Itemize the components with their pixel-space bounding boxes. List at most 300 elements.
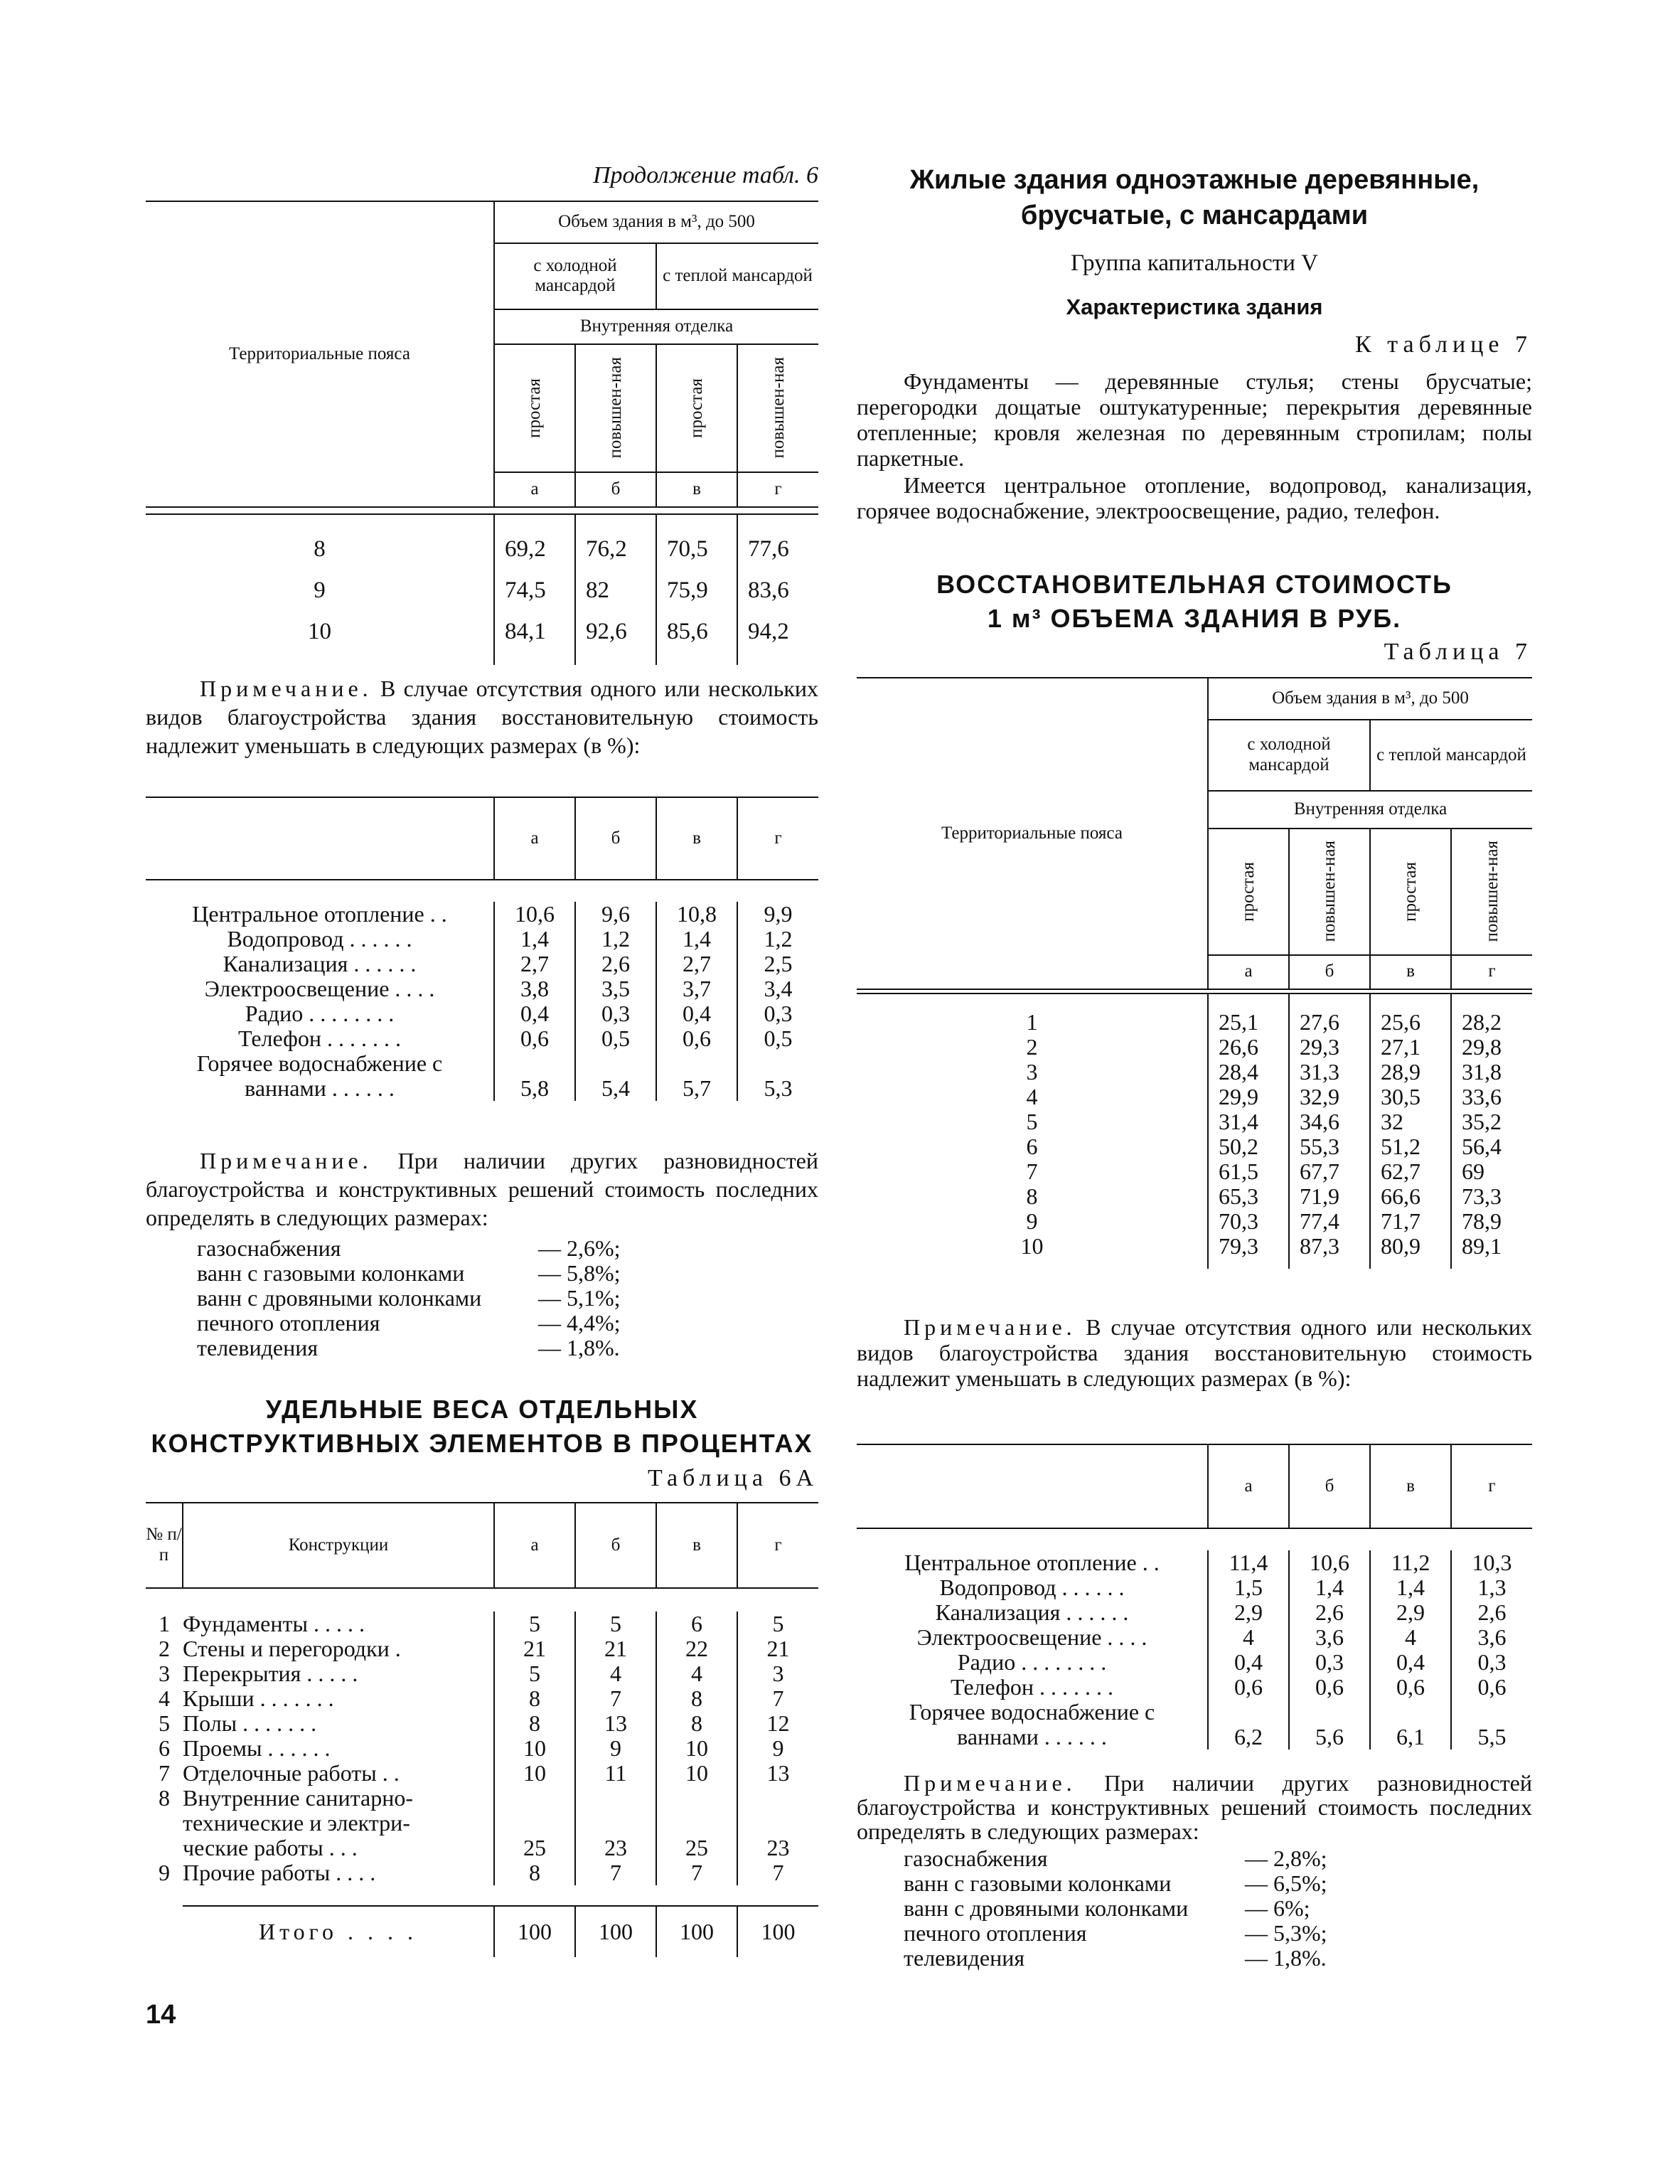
no-header: № п/п	[146, 1503, 183, 1588]
note-additions	[146, 1146, 818, 1232]
note-reduction	[146, 674, 818, 760]
table-row	[146, 976, 818, 1001]
value-cell: 2,6	[575, 952, 656, 976]
col-letter: в	[656, 472, 737, 507]
note-label: Примечание.	[904, 1770, 1076, 1796]
list-item	[197, 1336, 595, 1360]
improved-header: повышен-ная	[1482, 841, 1502, 942]
value-cell: 8	[656, 1686, 737, 1711]
territorial-zones-header: Территориальные пояса	[941, 823, 1123, 843]
value-cell: 8	[656, 1711, 737, 1736]
construction-name: Прочие работы . . . .	[183, 1860, 376, 1885]
col-letter: г	[737, 472, 818, 507]
value-cell: 0,3	[1289, 1650, 1370, 1675]
value-cell	[575, 1051, 656, 1076]
value-cell	[1208, 1700, 1289, 1725]
value-cell: 13	[575, 1711, 656, 1736]
addition-name: ванн с дровяными колонками	[904, 1895, 1189, 1921]
value-cell: 92,6	[575, 611, 656, 652]
additions-list	[904, 1845, 1327, 1971]
value-cell: 31,8	[1451, 1060, 1532, 1085]
value-cell	[494, 1811, 575, 1836]
col-letter: г	[737, 797, 818, 880]
cold-attic-header: с холодной мансардой	[1208, 720, 1370, 792]
value-cell: 69	[1451, 1159, 1532, 1184]
improved-header: повышен-ная	[768, 357, 788, 459]
value-cell: 5,8	[494, 1076, 575, 1101]
value-cell: 6,2	[1208, 1725, 1289, 1749]
value-cell: 94,2	[737, 611, 818, 652]
table-row	[857, 1625, 1532, 1650]
row-number	[146, 1836, 183, 1860]
table-row	[146, 570, 818, 611]
value-cell: 4	[1208, 1625, 1289, 1650]
list-item	[904, 1946, 1302, 1971]
addition-name: ванн с газовыми колонками	[197, 1260, 465, 1286]
value-cell: 10,6	[494, 902, 575, 927]
amenity-name: Электроосвещение . . . .	[916, 1625, 1147, 1650]
value-cell: 79,3	[1208, 1234, 1289, 1259]
value-cell: 6	[656, 1612, 737, 1636]
list-item	[904, 1846, 1302, 1871]
zone-cell: 8	[314, 536, 326, 562]
construction-name: Перекрытия . . . . .	[183, 1661, 358, 1686]
value-cell: 27,1	[1370, 1035, 1451, 1060]
value-cell: 7	[737, 1860, 818, 1885]
value-cell	[656, 1786, 737, 1811]
simple-header: простая	[1238, 861, 1258, 922]
value-cell: 2,6	[1451, 1600, 1532, 1625]
value-cell: 8	[494, 1711, 575, 1736]
value-cell: 2,9	[1208, 1600, 1289, 1625]
value-cell: 1,4	[494, 927, 575, 952]
value-cell: 51,2	[1370, 1134, 1451, 1159]
col-letter: г	[1451, 955, 1532, 989]
construction-name: Крыши . . . . . . .	[183, 1686, 334, 1711]
value-cell: 3,8	[494, 976, 575, 1001]
value-cell: 3,6	[1289, 1625, 1370, 1650]
table-row	[146, 1612, 818, 1636]
col-letter: в	[656, 797, 737, 880]
table-7	[857, 677, 1532, 1269]
table-row	[857, 1234, 1532, 1259]
value-cell: 29,8	[1451, 1035, 1532, 1060]
value-cell	[1370, 1700, 1451, 1725]
value-cell: 10,3	[1451, 1550, 1532, 1575]
value-cell: 2,7	[656, 952, 737, 976]
spacer-row	[857, 994, 1532, 1010]
value-cell: 8	[494, 1860, 575, 1885]
value-cell	[737, 1811, 818, 1836]
value-cell: 30,5	[1370, 1085, 1451, 1109]
table-row	[146, 1836, 818, 1860]
constructions-header: Конструкции	[183, 1503, 494, 1588]
addition-value: — 6%;	[1245, 1895, 1310, 1921]
value-cell: 31,4	[1208, 1109, 1289, 1134]
list-item	[197, 1311, 595, 1336]
value-cell: 77,6	[737, 528, 818, 570]
addition-name: ванн с дровяными колонками	[197, 1285, 482, 1311]
improved-header: повышен-ная	[606, 357, 626, 459]
note-text: При наличии других разновидностей благоустройства и конструктивных решений стоимость последних определять в следующих размерах:	[857, 1770, 1532, 1844]
value-cell: 7	[575, 1860, 656, 1885]
value-cell: 71,7	[1370, 1209, 1451, 1234]
addition-name: газоснабжения	[904, 1845, 1048, 1871]
amenity-name: Радио . . . . . . . .	[957, 1650, 1107, 1675]
col-letter: г	[1451, 1444, 1532, 1528]
value-cell: 21	[494, 1636, 575, 1661]
zone-cell: 4	[1026, 1084, 1038, 1109]
value-cell: 10	[494, 1761, 575, 1786]
value-cell: 10	[656, 1761, 737, 1786]
zone-cell: 9	[1026, 1208, 1038, 1234]
reduction-table	[857, 1444, 1532, 1749]
value-cell: 5	[737, 1612, 818, 1636]
table-row	[857, 1700, 1532, 1725]
value-cell: 9,9	[737, 902, 818, 927]
cold-attic-header: с холодной мансардой	[494, 243, 656, 309]
value-cell: 34,6	[1289, 1109, 1370, 1134]
value-cell: 2,9	[1370, 1600, 1451, 1625]
value-cell	[656, 1811, 737, 1836]
table-6-continuation	[146, 201, 818, 665]
value-cell	[575, 1786, 656, 1811]
value-cell: 29,9	[1208, 1085, 1289, 1109]
table-row	[857, 1725, 1532, 1749]
value-cell: 73,3	[1451, 1184, 1532, 1209]
value-cell: 0,4	[494, 1001, 575, 1026]
value-cell: 9,6	[575, 902, 656, 927]
value-cell	[737, 1786, 818, 1811]
value-cell: 11	[575, 1761, 656, 1786]
zone-cell: 5	[1026, 1109, 1038, 1134]
value-cell: 5	[575, 1612, 656, 1636]
addition-value: — 5,3%;	[1245, 1920, 1327, 1946]
value-cell: 78,9	[1451, 1209, 1532, 1234]
table-row	[146, 1860, 818, 1885]
construction-name: технические и электри-	[183, 1811, 410, 1836]
table-row	[857, 1650, 1532, 1675]
value-cell: 29,3	[1289, 1035, 1370, 1060]
addition-value: — 6,5%;	[1245, 1870, 1327, 1896]
value-cell	[494, 1786, 575, 1811]
table-6a-caption: Таблица 6А	[648, 1465, 818, 1491]
value-cell: 1,2	[737, 927, 818, 952]
value-cell: 3,6	[1451, 1625, 1532, 1650]
addition-value: — 1,8%.	[538, 1335, 620, 1360]
table-row	[146, 1636, 818, 1661]
zone-cell: 8	[1026, 1183, 1038, 1209]
value-cell: 55,3	[1289, 1134, 1370, 1159]
table-row	[146, 1026, 818, 1051]
value-cell: 80,9	[1370, 1234, 1451, 1259]
col-letter: в	[1370, 1444, 1451, 1528]
value-cell: 7	[656, 1860, 737, 1885]
table-row	[146, 1076, 818, 1101]
warm-attic-header: с теплой мансардой	[656, 243, 818, 309]
table-row	[146, 1811, 818, 1836]
addition-value: — 5,1%;	[538, 1285, 621, 1311]
weights-heading: УДЕЛЬНЫЕ ВЕСА ОТДЕЛЬНЫХ КОНСТРУКТИВНЫХ ЭЛЕМЕНТОВ В ПРОЦЕНТАХ	[151, 1395, 813, 1458]
col-letter: б	[575, 472, 656, 507]
table-row	[857, 1209, 1532, 1234]
row-number: 4	[159, 1685, 170, 1711]
value-cell: 33,6	[1451, 1085, 1532, 1109]
note-text: В случае отсутствия одного или нескольких видов благоустройства здания восстановительную стоимость надлежит уменьшать в следующих размерах (в %):	[857, 1314, 1532, 1391]
value-cell: 7	[575, 1686, 656, 1711]
zone-cell: 3	[1026, 1059, 1038, 1085]
value-cell: 28,2	[1451, 1010, 1532, 1035]
col-letter: б	[1289, 955, 1370, 989]
to-table-caption: К таблице 7	[1355, 331, 1532, 358]
table-row	[857, 1109, 1532, 1134]
value-cell: 5	[494, 1612, 575, 1636]
table-7-rows	[857, 993, 1532, 1269]
value-cell: 2,7	[494, 952, 575, 976]
value-cell	[1451, 1700, 1532, 1725]
value-cell: 0,6	[1289, 1675, 1370, 1700]
addition-name: ванн с газовыми колонками	[904, 1870, 1172, 1896]
value-cell	[494, 1051, 575, 1076]
list-item	[197, 1286, 595, 1311]
value-cell: 25,1	[1208, 1010, 1289, 1035]
addition-value: — 5,8%;	[538, 1260, 621, 1286]
value-cell: 4	[656, 1661, 737, 1686]
table-row	[146, 1686, 818, 1711]
value-cell: 1,4	[656, 927, 737, 952]
value-cell: 71,9	[1289, 1184, 1370, 1209]
construction-name: Стены и перегородки .	[183, 1636, 401, 1661]
value-cell: 1,3	[1451, 1575, 1532, 1600]
table-7-caption: Таблица 7	[1384, 639, 1532, 665]
value-cell: 74,5	[494, 570, 575, 611]
improved-header: повышен-ная	[1320, 841, 1339, 942]
capital-group: Группа капитальности V	[1071, 250, 1318, 276]
zone-cell: 10	[308, 618, 331, 644]
table-row	[146, 528, 818, 570]
row-number: 1	[159, 1611, 170, 1636]
value-cell: 1,4	[1289, 1575, 1370, 1600]
value-cell	[575, 1811, 656, 1836]
zone-cell: 9	[314, 577, 326, 603]
row-number: 5	[159, 1710, 170, 1736]
value-cell: 70,5	[656, 528, 737, 570]
amenity-name: ваннами . . . . . .	[245, 1076, 395, 1101]
col-letter: а	[494, 797, 575, 880]
note-text: При наличии других разновидностей благоустройства и конструктивных решений стоимость последних определять в следующих размерах:	[146, 1148, 818, 1230]
value-cell	[1289, 1700, 1370, 1725]
value-cell: 5,7	[656, 1076, 737, 1101]
zone-cell: 7	[1026, 1158, 1038, 1184]
volume-header: Объем здания в м³, до 500	[1208, 678, 1532, 720]
building-amenities: Имеется центральное отопление, водопровод, канализация, горячее водоснабжение, электроосвещение, радио, телефон.	[857, 472, 1532, 523]
amenity-name: Радио . . . . . . . .	[245, 1001, 395, 1026]
section-title: Жилые здания одноэтажные деревянные, брусчатые, с мансардами	[909, 165, 1480, 230]
value-cell: 0,6	[494, 1026, 575, 1051]
value-cell: 10,8	[656, 902, 737, 927]
amenity-name: Канализация . . . . . .	[935, 1600, 1129, 1625]
amenity-name: Горячее водоснабжение с	[909, 1700, 1155, 1725]
value-cell: 3,4	[737, 976, 818, 1001]
table-row	[146, 1051, 818, 1076]
value-cell: 23	[737, 1836, 818, 1860]
value-cell: 83,6	[737, 570, 818, 611]
value-cell: 62,7	[1370, 1159, 1451, 1184]
note-reduction	[857, 1314, 1532, 1391]
value-cell: 4	[1370, 1625, 1451, 1650]
value-cell: 2,5	[737, 952, 818, 976]
value-cell: 28,4	[1208, 1060, 1289, 1085]
value-cell: 0,3	[1451, 1650, 1532, 1675]
value-cell: 32,9	[1289, 1085, 1370, 1109]
value-cell: 82	[575, 570, 656, 611]
value-cell: 5,5	[1451, 1725, 1532, 1749]
warm-attic-header: с теплой мансардой	[1370, 720, 1532, 792]
col-letter: г	[737, 1503, 818, 1588]
table-row	[857, 1035, 1532, 1060]
value-cell: 12	[737, 1711, 818, 1736]
simple-header: простая	[525, 378, 545, 438]
table-row	[146, 1761, 818, 1786]
note-label: Примечание.	[904, 1314, 1076, 1340]
value-cell: 5,3	[737, 1076, 818, 1101]
inner-finish-header: Внутренняя отделка	[1208, 791, 1532, 828]
characteristic-heading: Характеристика здания	[1066, 294, 1323, 319]
construction-name: Отделочные работы . .	[183, 1761, 400, 1786]
value-cell: 0,5	[575, 1026, 656, 1051]
note-label: Примечание.	[200, 1148, 373, 1173]
value-cell: 23	[575, 1836, 656, 1860]
zone-cell: 2	[1026, 1034, 1038, 1060]
zone-cell: 10	[1020, 1233, 1044, 1259]
value-cell: 3,7	[656, 976, 737, 1001]
cost-heading: ВОССТАНОВИТЕЛЬНАЯ СТОИМОСТЬ 1 м³ ОБЪЕМА ЗДАНИЯ В РУБ.	[936, 570, 1452, 633]
value-cell: 31,3	[1289, 1060, 1370, 1085]
list-item	[904, 1871, 1302, 1896]
value-cell: 22	[656, 1636, 737, 1661]
value-cell: 50,2	[1208, 1134, 1289, 1159]
value-cell: 69,2	[494, 528, 575, 570]
amenity-name: Канализация . . . . . .	[223, 952, 417, 976]
value-cell: 3	[737, 1661, 818, 1686]
total-value: 100	[494, 1906, 575, 1957]
list-item	[904, 1896, 1302, 1921]
value-cell: 8	[494, 1686, 575, 1711]
value-cell: 35,2	[1451, 1109, 1532, 1134]
value-cell: 26,6	[1208, 1035, 1289, 1060]
construction-name: Проемы . . . . . .	[183, 1736, 331, 1761]
value-cell: 0,6	[1451, 1675, 1532, 1700]
addition-name: газоснабжения	[197, 1235, 341, 1261]
value-cell: 10	[656, 1736, 737, 1761]
note-additions	[857, 1771, 1532, 1843]
value-cell: 32	[1370, 1109, 1451, 1134]
value-cell: 6,1	[1370, 1725, 1451, 1749]
value-cell: 10	[494, 1736, 575, 1761]
value-cell: 0,4	[1370, 1650, 1451, 1675]
value-cell: 28,9	[1370, 1060, 1451, 1085]
row-number: 8	[159, 1785, 170, 1811]
col-letter: а	[1208, 1444, 1289, 1528]
territorial-zones-header: Территориальные пояса	[229, 343, 410, 363]
table-row	[146, 1711, 818, 1736]
construction-name: Внутренние санитарно-	[183, 1786, 414, 1811]
value-cell: 56,4	[1451, 1134, 1532, 1159]
value-cell: 0,6	[1208, 1675, 1289, 1700]
value-cell: 3,5	[575, 976, 656, 1001]
value-cell: 70,3	[1208, 1209, 1289, 1234]
value-cell: 87,3	[1289, 1234, 1370, 1259]
value-cell: 4	[575, 1661, 656, 1686]
reduction-rows	[857, 1550, 1532, 1749]
value-cell: 25	[494, 1836, 575, 1860]
value-cell: 0,6	[1370, 1675, 1451, 1700]
total-row	[146, 1906, 818, 1957]
value-cell: 67,7	[1289, 1159, 1370, 1184]
value-cell: 1,4	[1370, 1575, 1451, 1600]
note-text: В случае отсутствия одного или нескольких видов благоустройства здания восстановительную стоимость надлежит уменьшать в следующих размерах (в %):	[146, 676, 818, 758]
table-row	[146, 952, 818, 976]
reduction-table	[146, 797, 818, 1101]
value-cell: 21	[575, 1636, 656, 1661]
value-cell: 61,5	[1208, 1159, 1289, 1184]
table-row	[857, 1085, 1532, 1109]
value-cell: 66,6	[1370, 1184, 1451, 1209]
value-cell: 9	[575, 1736, 656, 1761]
table-row	[857, 1675, 1532, 1700]
table-row	[146, 1001, 818, 1026]
simple-header: простая	[687, 378, 707, 438]
value-cell: 77,4	[1289, 1209, 1370, 1234]
row-number: 9	[159, 1860, 170, 1885]
page-number: 14	[146, 2000, 176, 2030]
amenity-name: Электроосвещение . . . .	[204, 976, 435, 1001]
value-cell: 0,3	[737, 1001, 818, 1026]
row-number: 2	[159, 1636, 170, 1661]
value-cell: 5,4	[575, 1076, 656, 1101]
value-cell: 25	[656, 1836, 737, 1860]
amenity-name: Горячее водоснабжение с	[196, 1051, 443, 1076]
list-item	[197, 1236, 595, 1261]
value-cell: 9	[737, 1736, 818, 1761]
value-cell: 11,2	[1370, 1550, 1451, 1575]
total-label: Итого . . . .	[183, 1906, 494, 1957]
value-cell: 21	[737, 1636, 818, 1661]
value-cell: 85,6	[656, 611, 737, 652]
value-cell: 84,1	[494, 611, 575, 652]
table-row	[146, 1736, 818, 1761]
addition-value: — 4,4%;	[538, 1310, 621, 1336]
construction-name: Фундаменты . . . . .	[183, 1612, 365, 1636]
value-cell: 65,3	[1208, 1184, 1289, 1209]
col-letter: в	[1370, 955, 1451, 989]
value-cell: 76,2	[575, 528, 656, 570]
value-cell: 75,9	[656, 570, 737, 611]
reduction-rows	[146, 902, 818, 1101]
addition-value: — 2,8%;	[1245, 1845, 1327, 1871]
addition-name: печного отопления	[904, 1920, 1087, 1946]
value-cell: 13	[737, 1761, 818, 1786]
table-row	[857, 1184, 1532, 1209]
total-value: 100	[575, 1906, 656, 1957]
total-value: 100	[737, 1906, 818, 1957]
table-row	[857, 1060, 1532, 1085]
simple-header: простая	[1401, 861, 1420, 922]
value-cell: 0,5	[737, 1026, 818, 1051]
list-item	[904, 1921, 1302, 1946]
table-row	[857, 1010, 1532, 1035]
row-number: 6	[159, 1735, 170, 1761]
